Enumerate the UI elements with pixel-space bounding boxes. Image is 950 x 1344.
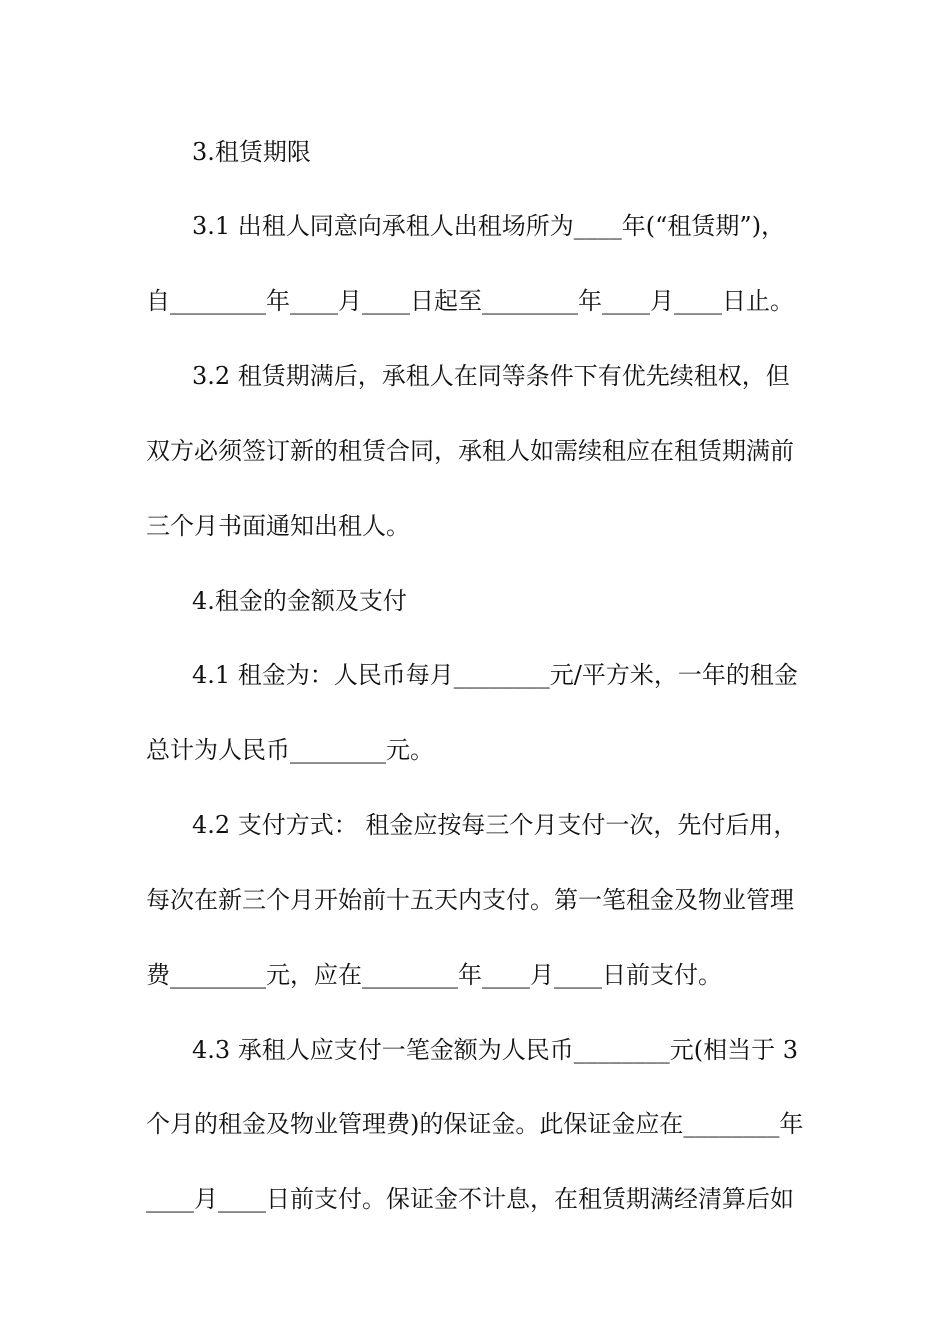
- paragraph-line: 每次在新三个月开始前十五天内支付。第一笔租金及物业管理: [146, 886, 794, 914]
- paragraph-line: 双方必须签订新的租赁合同，承租人如需续租应在租赁期满前: [146, 437, 794, 465]
- paragraph-line: 4.1 租金为：人民币每月________元/平方米，一年的租金: [192, 661, 798, 689]
- paragraph-line: 4.2 支付方式： 租金应按每三个月支付一次，先付后用，: [192, 811, 798, 839]
- paragraph-line: ____月____日前支付。保证金不计息，在租赁期满经清算后如: [146, 1185, 794, 1213]
- paragraph-line: 三个月书面通知出租人。: [146, 512, 410, 540]
- paragraph-line: 3.2 租赁期满后，承租人在同等条件下有优先续租权，但: [192, 362, 790, 390]
- paragraph-line: 个月的租金及物业管理费)的保证金。此保证金应在________年: [146, 1110, 804, 1138]
- paragraph-line: 费________元，应在________年____月____日前支付。: [146, 961, 722, 989]
- paragraph-line: 4.3 承租人应支付一笔金额为人民币________元(相当于 3: [192, 1036, 799, 1064]
- paragraph-line: 总计为人民币________元。: [146, 736, 434, 764]
- section-heading-rent: 4.租金的金额及支付: [192, 587, 407, 615]
- paragraph-line: 自________年____月____日起至________年____月____日止。: [146, 287, 794, 315]
- paragraph-line: 3.1 出租人同意向承租人出租场所为____年(“租赁期”)，: [192, 212, 786, 240]
- section-heading-lease-term: 3.租赁期限: [192, 138, 311, 166]
